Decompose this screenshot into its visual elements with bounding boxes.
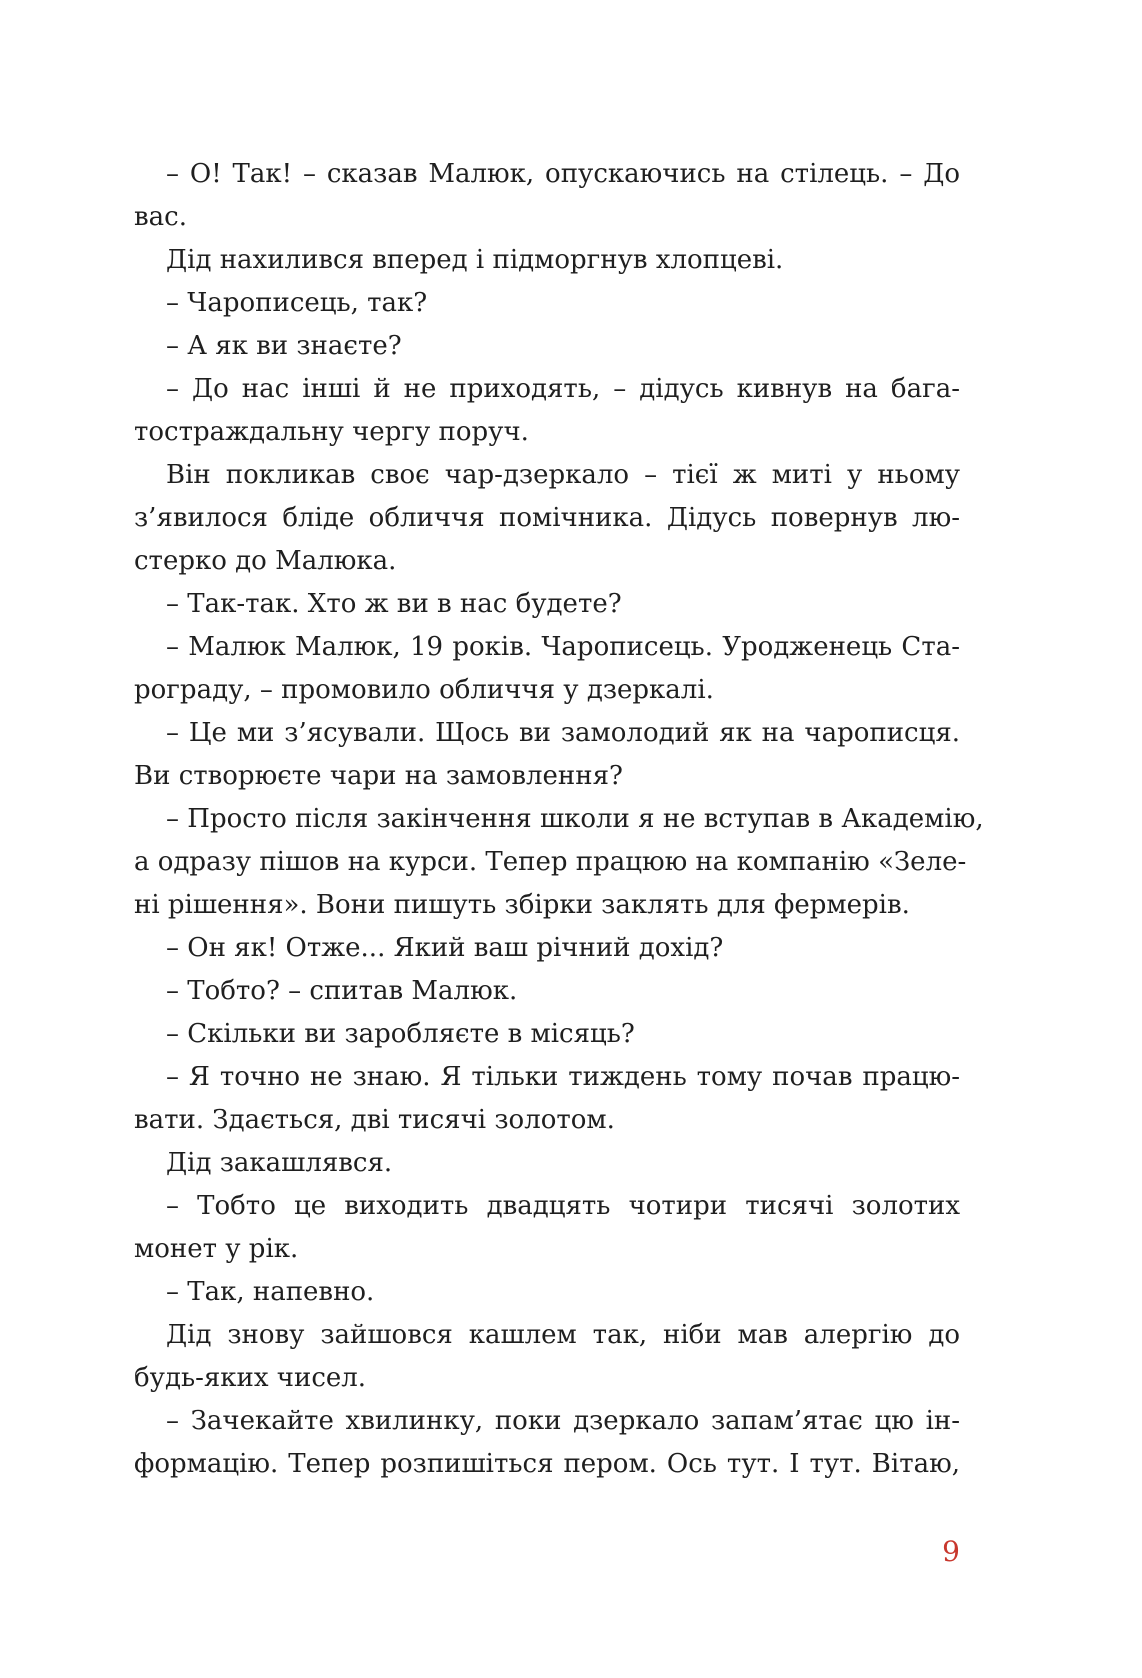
text-line: тостраждальну чергу поруч. [134,417,529,447]
text-line: стерко до Малюка. [134,546,397,576]
text-line: Дід закашлявся. [166,1148,393,1178]
text-line: вас. [134,202,187,232]
text-line: Дід нахилився вперед і підморгнув хлопцеві. [166,245,784,275]
text-line: – Це ми з’ясували. Щось ви замолодий як на чарописця. [166,718,960,748]
text-line: – Он як! Отже... Який ваш річний дохід? [166,933,724,963]
text-line: з’явилося бліде обличчя помічника. Дідусь повернув лю- [134,503,960,533]
text-line: – Малюк Малюк, 19 років. Чарописець. Уродженець Ста- [166,632,960,662]
text-line: монет у рік. [134,1234,299,1264]
text-line: – Тобто? – спитав Малюк. [166,976,518,1006]
text-line: Ви створюєте чари на замовлення? [134,761,623,791]
text-line: – Я точно не знаю. Я тільки тиждень тому почав працю- [166,1062,960,1092]
text-line: – Просто після закінчення школи я не вступав в Академію, [166,804,984,834]
page-number: 9 [942,1535,960,1568]
text-line: – Зачекайте хвилинку, поки дзеркало запам’ятає цю ін- [166,1406,960,1436]
text-line: ні рішення». Вони пишуть збірки заклять для фермерів. [134,890,910,920]
text-line: – Тобто це виходить двадцять чотири тисячі золотих [166,1191,960,1221]
text-line: Він покликав своє чар-дзеркало – тієї ж миті у ньому [166,460,960,490]
text-line: – А як ви знаєте? [166,331,402,361]
body-text [134,153,984,1486]
text-line: а одразу пішов на курси. Тепер працюю на компанію «Зеле- [134,847,967,877]
text-line: формацію. Тепер розпишіться пером. Ось тут. І тут. Вітаю, [134,1449,960,1479]
text-line: – Так-так. Хто ж ви в нас будете? [166,589,622,619]
text-line: рограду, – промовило обличчя у дзеркалі. [134,675,714,705]
text-line: – О! Так! – сказав Малюк, опускаючись на стілець. – До [166,159,960,189]
text-line: Дід знову зайшовся кашлем так, ніби мав алергію до [166,1320,960,1350]
text-line: – Чарописець, так? [166,288,428,318]
text-line: – Скільки ви заробляєте в місяць? [166,1019,635,1049]
text-line: – До нас інші й не приходять, – дідусь кивнув на бага- [166,374,960,404]
text-line: будь-яких чисел. [134,1363,367,1393]
text-line: – Так, напевно. [166,1277,375,1307]
text-line: вати. Здається, дві тисячі золотом. [134,1105,615,1135]
